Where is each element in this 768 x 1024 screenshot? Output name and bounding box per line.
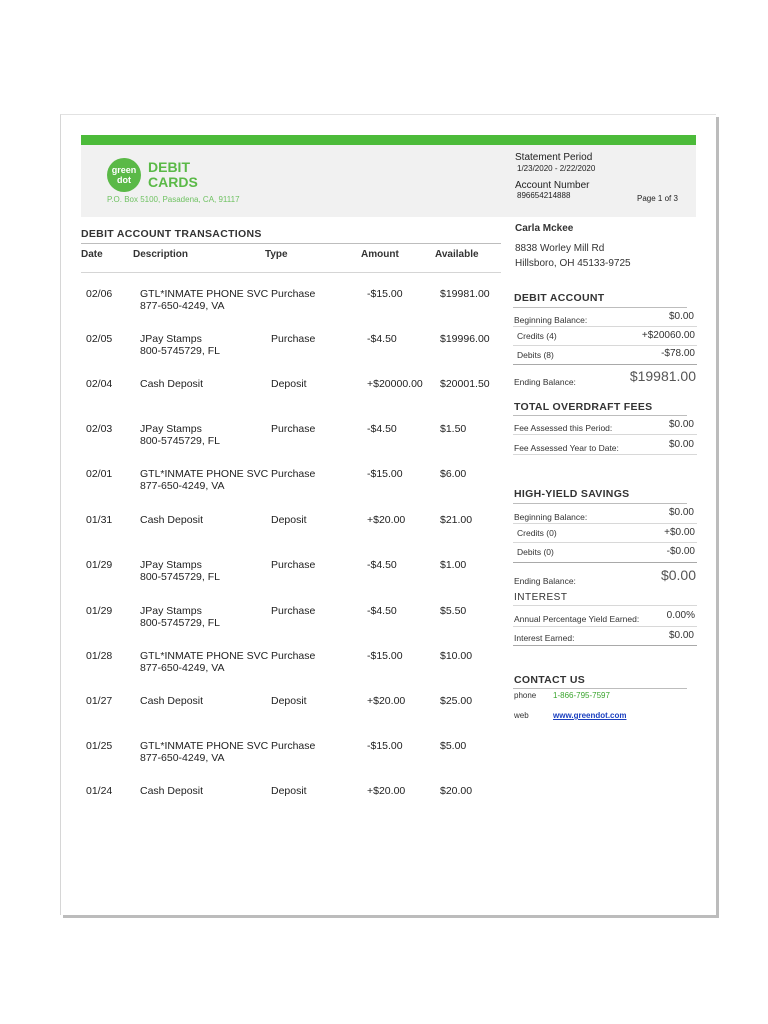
page-indicator: Page 1 of 3 (637, 194, 678, 203)
interest-earned-value: $0.00 (668, 630, 694, 641)
savings-debits-value: -$0.00 (666, 546, 695, 557)
tx-description: Cash Deposit (140, 514, 204, 526)
tx-type: Purchase (271, 423, 316, 435)
brand-title (148, 160, 198, 190)
header-date: Date (81, 249, 103, 260)
transactions-title-rule (81, 243, 501, 244)
tx-type: Purchase (271, 288, 316, 300)
overdraft-title: TOTAL OVERDRAFT FEES (514, 401, 653, 413)
account-number-label: Account Number (515, 180, 590, 191)
tx-date: 02/06 (86, 288, 113, 300)
tx-date: 01/29 (86, 605, 113, 617)
tx-amount: -$15.00 (367, 650, 403, 662)
interest-rule-1 (513, 626, 697, 627)
tx-description: GTL*INMATE PHONE SVC (140, 740, 269, 752)
overdraft-period-value: $0.00 (668, 419, 694, 430)
tx-date: 02/05 (86, 333, 113, 345)
tx-type: Purchase (271, 650, 316, 662)
tx-date: 01/28 (86, 650, 113, 662)
tx-available: $1.00 (440, 559, 467, 571)
tx-amount: -$4.50 (367, 605, 397, 617)
brand-title-line2: CARDS (148, 174, 198, 190)
contact-rule (513, 688, 687, 689)
tx-description-detail: 800-5745729, FL (140, 435, 220, 447)
interest-rule (513, 605, 697, 606)
savings-debits-label: Debits (0) (517, 547, 554, 557)
savings-rule (513, 503, 687, 504)
tx-date: 02/03 (86, 423, 113, 435)
debit-beginning-label: Beginning Balance: (514, 315, 588, 325)
tx-description: JPay Stamps (140, 559, 202, 571)
tx-date: 02/04 (86, 378, 113, 390)
transactions-header-rule (81, 272, 501, 273)
tx-description-detail: 800-5745729, FL (140, 617, 220, 629)
tx-date: 01/31 (86, 514, 113, 526)
debit-ending-value: $19981.00 (629, 368, 696, 384)
debit-credits-label: Credits (4) (517, 331, 557, 341)
tx-type: Purchase (271, 605, 316, 617)
tx-description-detail: 877-650-4249, VA (140, 662, 225, 674)
tx-amount: -$15.00 (367, 288, 403, 300)
tx-amount: -$4.50 (367, 333, 397, 345)
transactions-title: DEBIT ACCOUNT TRANSACTIONS (81, 228, 262, 240)
tx-available: $21.00 (440, 514, 473, 526)
debit-account-title: DEBIT ACCOUNT (514, 292, 605, 304)
debit-ending-label: Ending Balance: (514, 377, 576, 387)
tx-description: JPay Stamps (140, 423, 202, 435)
interest-title: INTEREST (514, 592, 568, 603)
tx-type: Purchase (271, 740, 316, 752)
savings-ending-value: $0.00 (660, 567, 696, 583)
statement-period-label: Statement Period (515, 152, 593, 163)
interest-earned-label: Interest Earned: (514, 633, 575, 643)
debit-rule-2 (513, 345, 697, 346)
tx-amount: +$20.00 (367, 695, 406, 707)
tx-amount: +$20.00 (367, 514, 406, 526)
savings-beginning-label: Beginning Balance: (514, 512, 588, 522)
header-accent-bar (81, 135, 696, 145)
tx-type: Deposit (271, 378, 307, 390)
overdraft-ytd-value: $0.00 (668, 439, 694, 450)
debit-credits-value: +$20060.00 (641, 330, 695, 341)
contact-phone-value: 1-866-795-7597 (553, 691, 610, 700)
customer-address-line2: Hillsboro, OH 45133-9725 (515, 258, 631, 269)
tx-available: $20.00 (440, 785, 473, 797)
tx-description: Cash Deposit (140, 378, 204, 390)
savings-title: HIGH-YIELD SAVINGS (514, 488, 630, 500)
tx-date: 01/29 (86, 559, 113, 571)
tx-amount: +$20000.00 (367, 378, 423, 390)
header-available: Available (435, 249, 479, 260)
tx-date: 01/25 (86, 740, 113, 752)
overdraft-period-label: Fee Assessed this Period: (514, 423, 613, 433)
statement-period-value: 1/23/2020 - 2/22/2020 (517, 164, 596, 173)
tx-description: Cash Deposit (140, 695, 204, 707)
tx-type: Deposit (271, 514, 307, 526)
tx-type: Deposit (271, 785, 307, 797)
account-number-value: 896654214888 (517, 191, 571, 200)
savings-rule-3 (513, 562, 697, 563)
debit-beginning-value: $0.00 (668, 311, 694, 322)
header-type: Type (265, 249, 288, 260)
logo-text: green dot (111, 165, 137, 185)
interest-apy-label: Annual Percentage Yield Earned: (514, 614, 640, 624)
tx-amount: +$20.00 (367, 785, 406, 797)
savings-beginning-value: $0.00 (668, 507, 694, 518)
tx-available: $5.00 (440, 740, 467, 752)
tx-description-detail: 877-650-4249, VA (140, 300, 225, 312)
contact-web-link[interactable]: www.greendot.com (553, 711, 627, 720)
header-description: Description (133, 249, 189, 260)
debit-account-rule (513, 307, 687, 308)
tx-available: $5.50 (440, 605, 467, 617)
tx-available: $1.50 (440, 423, 467, 435)
customer-address-line1: 8838 Worley Mill Rd (515, 243, 605, 254)
brand-title-line1: DEBIT (148, 159, 190, 175)
tx-type: Purchase (271, 333, 316, 345)
debit-rule-1 (513, 326, 697, 327)
savings-credits-label: Credits (0) (517, 528, 557, 538)
savings-rule-1 (513, 523, 697, 524)
tx-description: GTL*INMATE PHONE SVC (140, 288, 269, 300)
tx-amount: -$4.50 (367, 423, 397, 435)
tx-type: Deposit (271, 695, 307, 707)
overdraft-rule-2 (513, 454, 697, 455)
debit-debits-value: -$78.00 (661, 348, 695, 359)
overdraft-rule (513, 415, 687, 416)
contact-phone-label: phone (514, 691, 537, 700)
tx-description-detail: 877-650-4249, VA (140, 480, 225, 492)
overdraft-ytd-label: Fee Assessed Year to Date: (514, 443, 619, 453)
savings-rule-2 (513, 542, 697, 543)
tx-available: $19996.00 (440, 333, 490, 345)
tx-amount: -$4.50 (367, 559, 397, 571)
savings-credits-value: +$0.00 (664, 527, 695, 538)
tx-description: JPay Stamps (140, 333, 202, 345)
tx-description: JPay Stamps (140, 605, 202, 617)
interest-apy-value: 0.00% (666, 610, 695, 621)
tx-date: 01/24 (86, 785, 113, 797)
tx-amount: -$15.00 (367, 468, 403, 480)
tx-available: $19981.00 (440, 288, 490, 300)
customer-name: Carla Mckee (515, 223, 574, 234)
tx-description: GTL*INMATE PHONE SVC (140, 650, 269, 662)
tx-description: Cash Deposit (140, 785, 204, 797)
header-amount: Amount (361, 249, 399, 260)
tx-date: 02/01 (86, 468, 113, 480)
tx-available: $6.00 (440, 468, 467, 480)
tx-type: Purchase (271, 559, 316, 571)
tx-description-detail: 800-5745729, FL (140, 345, 220, 357)
tx-available: $10.00 (440, 650, 473, 662)
savings-ending-label: Ending Balance: (514, 576, 576, 586)
contact-title: CONTACT US (514, 674, 586, 686)
contact-web-label: web (514, 711, 529, 720)
debit-debits-label: Debits (8) (517, 350, 554, 360)
tx-amount: -$15.00 (367, 740, 403, 752)
tx-date: 01/27 (86, 695, 113, 707)
tx-available: $20001.50 (440, 378, 490, 390)
green-dot-logo-icon (107, 158, 141, 192)
overdraft-rule-1 (513, 434, 697, 435)
brand-address: P.O. Box 5100, Pasadena, CA, 91117 (107, 195, 240, 204)
interest-rule-2 (513, 645, 697, 646)
tx-available: $25.00 (440, 695, 473, 707)
tx-description: GTL*INMATE PHONE SVC (140, 468, 269, 480)
tx-type: Purchase (271, 468, 316, 480)
debit-rule-3 (513, 364, 697, 365)
tx-description-detail: 877-650-4249, VA (140, 752, 225, 764)
tx-description-detail: 800-5745729, FL (140, 571, 220, 583)
